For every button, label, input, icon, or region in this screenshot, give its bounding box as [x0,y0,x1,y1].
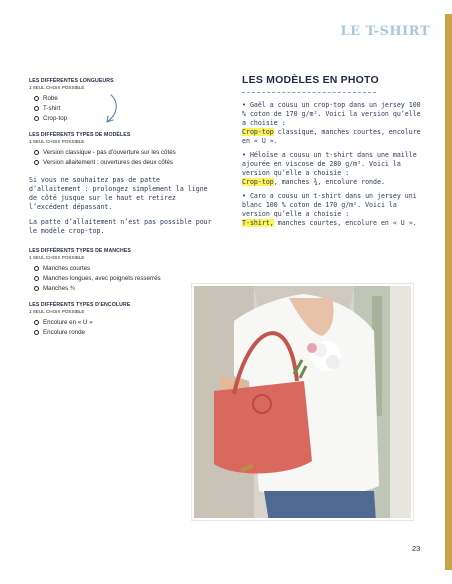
options-column [29,78,214,346]
ring-bullet-icon [34,106,39,111]
option-item: Manches ¾ [29,284,214,294]
section-sleeves [29,248,214,294]
model-photo [192,284,413,520]
option-item: Encolure ronde [29,328,214,338]
ring-bullet-icon [34,286,39,291]
ring-bullet-icon [34,320,39,325]
section-lengths [29,78,214,124]
option-item: Robe [29,94,214,104]
ring-bullet-icon [34,150,39,155]
section-neckline [29,302,214,338]
section-subtitle: 1 SEUL CHOIX POSSIBLE [29,309,85,314]
model-paragraph: • Héloïse a cousu un t-shirt dans une maille ajourée en viscose de 280 g/m². Voici la version qu’elle a choisie : Crop-top, manches ¾, encolure ronde. [242,151,417,186]
option-item: Manches courtes [29,264,214,274]
section-heading: LES MODÈLES EN PHOTO [242,74,379,86]
ring-bullet-icon [34,266,39,271]
section-subtitle: 1 SEUL CHOIX POSSIBLE [29,85,85,90]
models-column [242,74,424,233]
dashed-divider [242,92,376,93]
ring-bullet-icon [34,276,39,281]
section-title: LES DIFFÉRENTS TYPES D’ENCOLURE [29,302,131,308]
ring-bullet-icon [34,330,39,335]
photo-illustration [194,286,413,520]
ring-bullet-icon [34,160,39,165]
option-item: Version classique - pas d’ouverture sur les côtés [29,148,214,158]
handwritten-note: La patte d’allaitement n’est pas possible pour le modèle crop-top. [29,218,212,235]
handwritten-note: Si vous ne souhaitez pas de patte d’allaitement : prolongez simplement la ligne de côté jusque sur le haut et retirez l’excédent dépassant. [29,176,208,211]
accent-strip [445,14,452,570]
section-subtitle: 1 SEUL CHOIX POSSIBLE [29,139,85,144]
ring-bullet-icon [34,96,39,101]
section-title: LES DIFFÉRENTS TYPES DE MODÈLES [29,132,131,138]
model-paragraph: • Gaël a cousu un crop-top dans un jersey 100 % coton de 170 g/m². Voici la version qu’elle a choisie : Crop-top classique, manches courtes, encolure en « U ». [242,101,421,145]
option-item: T-shirt [29,104,214,114]
option-item: Manches longues, avec poignets resserrés [29,274,214,284]
page-title: LE T-SHIRT [340,24,430,39]
model-paragraph: • Caro a cousu un t-shirt dans un jersey uni blanc 100 % coton de 170 g/m². Voici la version qu’elle a choisie : T-shirt, manches courtes, encolure en « U ». [242,192,417,227]
option-item: Version allaitement : ouvertures des deux côtés [29,158,214,168]
section-models [29,132,214,168]
section-title: LES DIFFÉRENTES LONGUEURS [29,78,114,84]
highlight: T-shirt, [242,219,274,227]
highlight: Crop-top [242,178,274,186]
highlight: Crop-top [242,128,274,136]
page-number: 23 [412,544,421,553]
option-item: Encolure en « U » [29,318,214,328]
section-title: LES DIFFÉRENTS TYPES DE MANCHES [29,248,131,254]
option-item: Crop-top [29,114,214,124]
handdrawn-arrow-icon [101,94,121,126]
ring-bullet-icon [34,116,39,121]
section-subtitle: 1 SEUL CHOIX POSSIBLE [29,255,85,260]
